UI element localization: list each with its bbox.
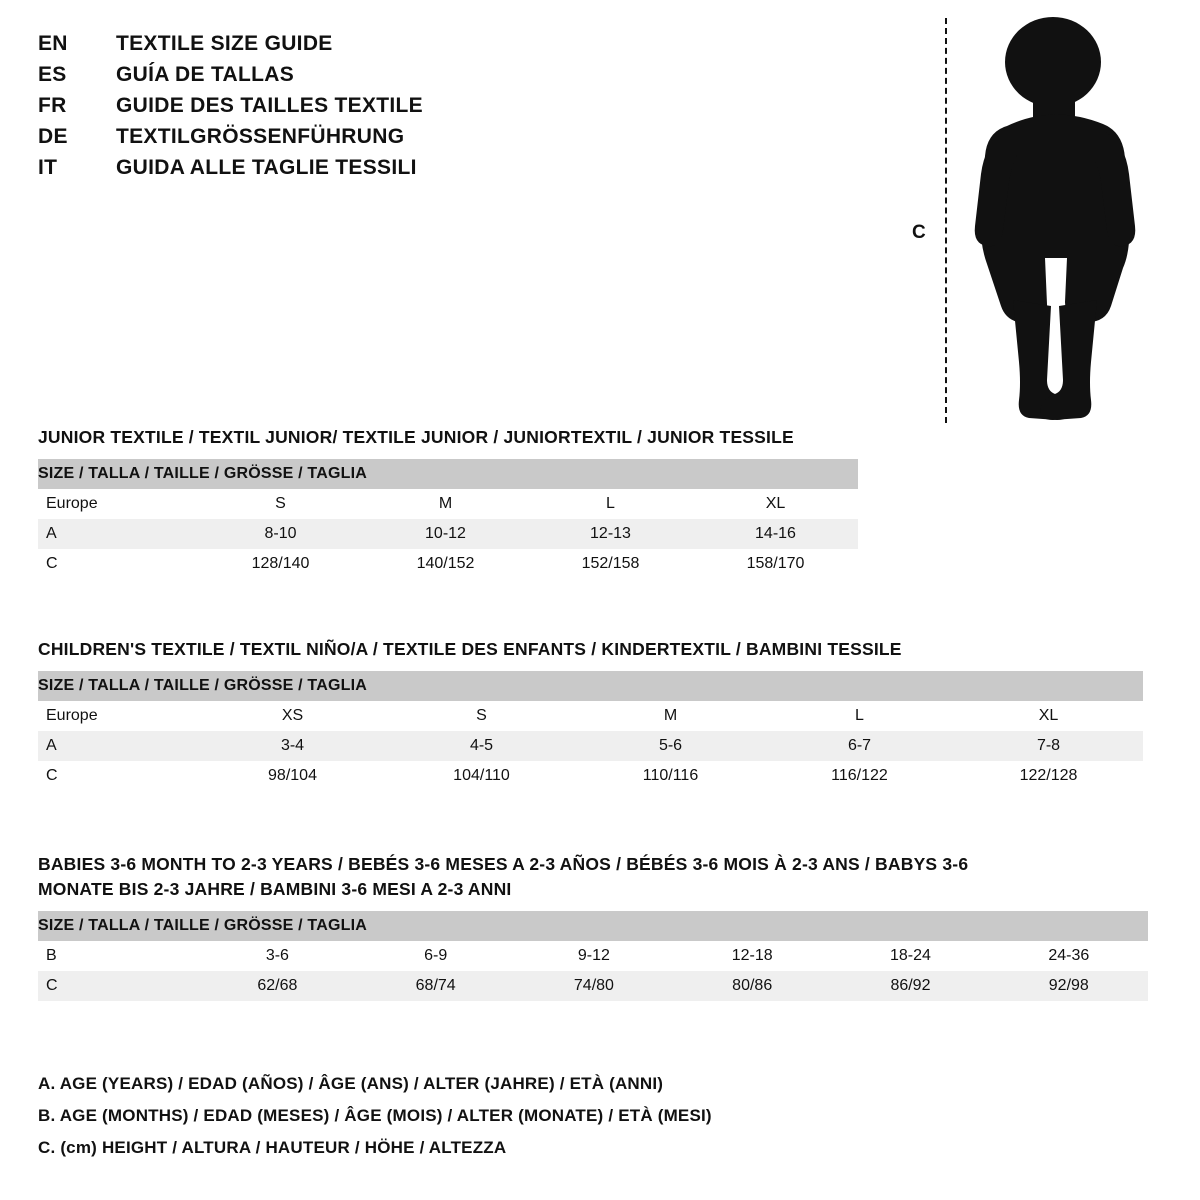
language-title: GUIDE DES TAILLES TEXTILE	[116, 94, 423, 117]
row-label: A	[38, 519, 198, 549]
row-label: C	[38, 971, 198, 1001]
babies-size-table	[38, 911, 1148, 1001]
language-title-list	[38, 32, 598, 187]
row-label: Europe	[38, 701, 198, 731]
row-label: C	[38, 549, 198, 579]
row-label: Europe	[38, 489, 198, 519]
table-cell: XS	[198, 701, 387, 731]
footnote-b: B. AGE (MONTHS) / EDAD (MESES) / ÂGE (MOIS) / ALTER (MONATE) / ETÀ (MESI)	[38, 1106, 712, 1125]
section-title-babies: BABIES 3-6 MONTH TO 2-3 YEARS / BEBÉS 3-6 MESES A 2-3 AÑOS / BÉBÉS 3-6 MOIS À 2-3 ANS / BABYS 3-6 MONATE BIS 2-3 JAHRE / BAMBINI 3-6 MESI A 2-3 ANNI	[38, 854, 969, 899]
table-row	[38, 489, 858, 519]
table-cell: 9-12	[515, 941, 673, 971]
language-code: DE	[38, 125, 68, 148]
language-row	[38, 32, 598, 63]
table-cell: 158/170	[693, 549, 858, 579]
table-row	[38, 761, 1143, 791]
section-children	[38, 637, 1158, 791]
child-silhouette-icon	[955, 14, 1155, 429]
table-row	[38, 549, 858, 579]
table-cell: 12-18	[673, 941, 831, 971]
language-row	[38, 125, 598, 156]
measure-dashed-line	[945, 18, 947, 423]
table-cell: 14-16	[693, 519, 858, 549]
footnote-list	[38, 1068, 1138, 1164]
table-cell: 104/110	[387, 761, 576, 791]
section-title-junior: JUNIOR TEXTILE / TEXTIL JUNIOR/ TEXTILE JUNIOR / JUNIORTEXTIL / JUNIOR TESSILE	[38, 427, 794, 447]
table-cell: 3-6	[198, 941, 356, 971]
table-cell: 98/104	[198, 761, 387, 791]
table-cell: S	[387, 701, 576, 731]
table-cell: L	[528, 489, 693, 519]
table-header-row	[38, 459, 858, 489]
table-cell: L	[765, 701, 954, 731]
table-cell: 4-5	[387, 731, 576, 761]
table-cell: 12-13	[528, 519, 693, 549]
language-title: GUIDA ALLE TAGLIE TESSILI	[116, 156, 417, 179]
table-row	[38, 941, 1148, 971]
row-label: A	[38, 731, 198, 761]
table-cell: 6-9	[357, 941, 515, 971]
language-row	[38, 156, 598, 187]
measure-label-c: C	[912, 222, 926, 243]
table-cell: XL	[693, 489, 858, 519]
language-code: IT	[38, 156, 58, 179]
table-cell: S	[198, 489, 363, 519]
table-header-label: SIZE / TALLA / TAILLE / GRÖSSE / TAGLIA	[38, 911, 1148, 941]
children-size-table	[38, 671, 1143, 791]
table-cell: 110/116	[576, 761, 765, 791]
language-title: GUÍA DE TALLAS	[116, 63, 295, 86]
section-title-children: CHILDREN'S TEXTILE / TEXTIL NIÑO/A / TEXTILE DES ENFANTS / KINDERTEXTIL / BAMBINI TESSILE	[38, 639, 902, 659]
table-row	[38, 701, 1143, 731]
language-code: ES	[38, 63, 67, 86]
table-cell: 92/98	[990, 971, 1148, 1001]
table-row	[38, 971, 1148, 1001]
language-code: EN	[38, 32, 68, 55]
table-cell: 5-6	[576, 731, 765, 761]
table-header-label: SIZE / TALLA / TAILLE / GRÖSSE / TAGLIA	[38, 671, 1143, 701]
table-cell: 62/68	[198, 971, 356, 1001]
language-code: FR	[38, 94, 67, 117]
section-junior	[38, 425, 1158, 579]
footnote-a: A. AGE (YEARS) / EDAD (AÑOS) / ÂGE (ANS) / ALTER (JAHRE) / ETÀ (ANNI)	[38, 1074, 664, 1093]
table-cell: 6-7	[765, 731, 954, 761]
table-cell: 8-10	[198, 519, 363, 549]
language-title: TEXTILE SIZE GUIDE	[116, 32, 333, 55]
height-measure-figure	[900, 10, 1160, 430]
table-cell: 86/92	[831, 971, 989, 1001]
table-cell: 74/80	[515, 971, 673, 1001]
table-row	[38, 731, 1143, 761]
table-cell: XL	[954, 701, 1143, 731]
table-cell: 3-4	[198, 731, 387, 761]
table-cell: 140/152	[363, 549, 528, 579]
table-cell: 24-36	[990, 941, 1148, 971]
table-cell: 122/128	[954, 761, 1143, 791]
table-cell: M	[363, 489, 528, 519]
footnote-c: C. (cm) HEIGHT / ALTURA / HAUTEUR / HÖHE / ALTEZZA	[38, 1138, 507, 1157]
table-cell: 128/140	[198, 549, 363, 579]
row-label: C	[38, 761, 198, 791]
table-cell: 18-24	[831, 941, 989, 971]
table-header-label: SIZE / TALLA / TAILLE / GRÖSSE / TAGLIA	[38, 459, 858, 489]
language-row	[38, 63, 598, 94]
table-row	[38, 519, 858, 549]
table-header-row	[38, 671, 1143, 701]
table-cell: 68/74	[357, 971, 515, 1001]
table-cell: 152/158	[528, 549, 693, 579]
table-cell: M	[576, 701, 765, 731]
table-cell: 116/122	[765, 761, 954, 791]
language-row	[38, 94, 598, 125]
table-cell: 80/86	[673, 971, 831, 1001]
section-babies	[38, 852, 1158, 1001]
language-title: TEXTILGRÖSSENFÜHRUNG	[116, 125, 405, 148]
table-cell: 7-8	[954, 731, 1143, 761]
table-header-row	[38, 911, 1148, 941]
row-label: B	[38, 941, 198, 971]
junior-size-table	[38, 459, 858, 579]
table-cell: 10-12	[363, 519, 528, 549]
